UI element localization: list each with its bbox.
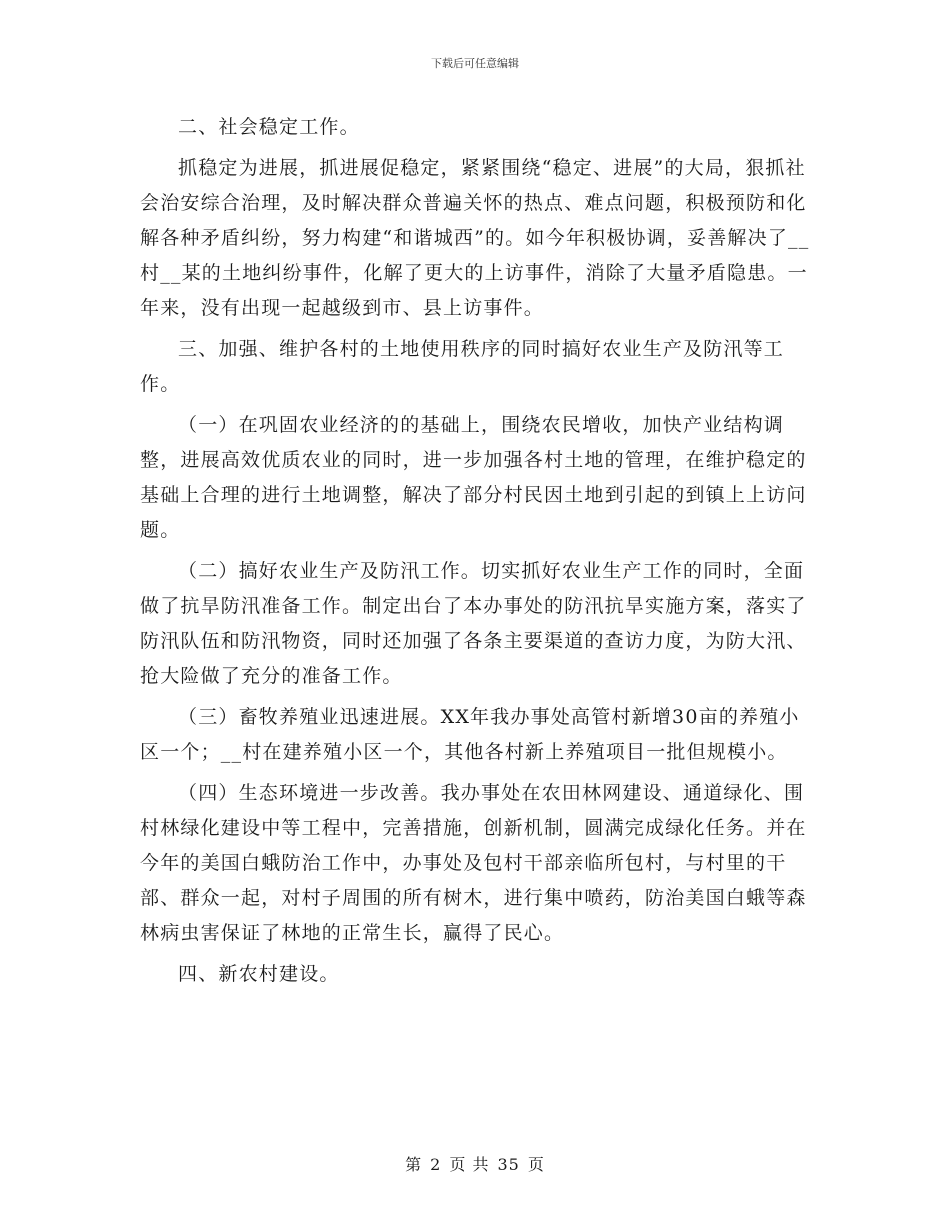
paragraph-ecology: （四）生态环境进一步改善。我办事处在农田林网建设、通道绿化、围村林绿化建设中等工程中，完善措施，创新机制，圆满完成绿化任务。并在今年的美国白蛾防治工作中，办事处及包村干部亲临所包村，与村里的干部、群众一起，对村子周围的所有树木，进行集中喷药，防治美国白蛾等森林病虫害保证了林地的正常生长，赢得了民心。 — [140, 782, 807, 944]
document-body — [140, 110, 812, 992]
section-heading-social-stability: 二、社会稳定工作。 — [178, 116, 360, 138]
section-heading-new-village: 四、新农村建设。 — [178, 963, 340, 985]
section-heading-land-order: 三、加强、维护各村的土地使用秩序的同时搞好农业生产及防汛等工作。 — [140, 338, 785, 395]
paragraph-stability-details: 抓稳定为进展，抓进展促稳定，紧紧围绕“稳定、进展”的大局，狠抓社会治安综合治理，及时解决群众普遍关怀的热点、难点问题，积极预防和化解各种矛盾纠纷，努力构建“和谐城西”的。如今年积极协调，妥善解决了__村__某的土地纠纷事件，化解了更大的上访事件，消除了大量矛盾隐患。一年来，没有出现一起越级到市、县上访事件。 — [140, 157, 810, 319]
page-footer — [0, 1152, 950, 1175]
paragraph-livestock: （三）畜牧养殖业迅速进展。XX年我办事处高管村新增30亩的养殖小区一个；__村在建养殖小区一个，其他各村新上养殖项目一批但规模小。 — [140, 706, 800, 763]
paragraph-flood-prevention: （二）搞好农业生产及防汛工作。切实抓好农业生产工作的同时，全面做了抗旱防汛准备工作。制定出台了本办事处的防汛抗旱实施方案，落实了防汛队伍和防汛物资，同时还加强了各条主要渠道的查访力度，为防大汛、抢大险做了充分的准备工作。 — [140, 560, 807, 687]
footer-suffix: 页 — [527, 1155, 545, 1174]
paragraph-agri-economy: （一）在巩固农业经济的的基础上，围绕农民增收，加快产业结构调整，进展高效优质农业的同时，进一步加强各村土地的管理，在维护稳定的基础上合理的进行土地调整，解决了部分村民因土地到引起的到镇上上访问题。 — [140, 414, 807, 541]
footer-total-pages: 35 — [497, 1155, 520, 1174]
footer-prefix: 第 — [405, 1155, 423, 1174]
footer-middle: 页 共 — [449, 1155, 490, 1174]
page-header-note: 下载后可任意编辑 — [431, 57, 519, 70]
footer-page-number: 2 — [430, 1155, 442, 1174]
